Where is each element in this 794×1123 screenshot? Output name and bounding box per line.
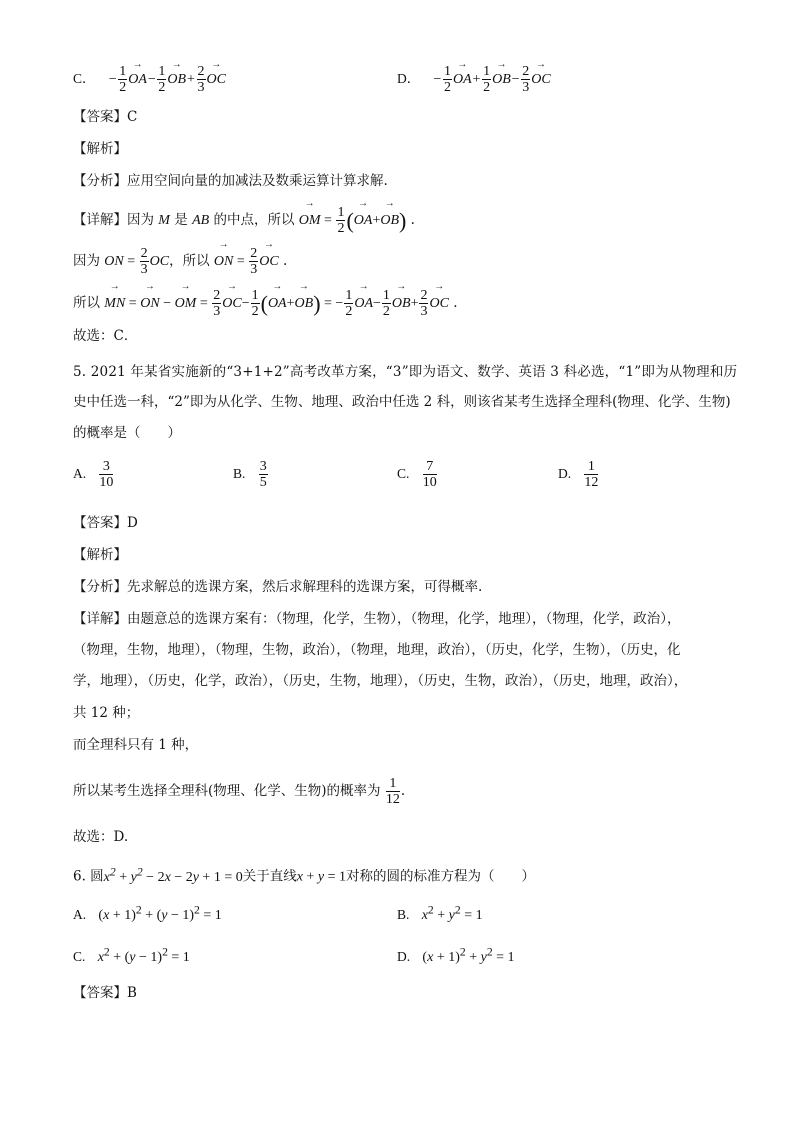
q5-conclusion: 故选：D. bbox=[73, 829, 129, 845]
option-fraction bbox=[584, 459, 598, 490]
math-line-equation: x + y = 1 bbox=[296, 869, 346, 885]
q4-conclusion: 故选：C． bbox=[73, 328, 138, 344]
math-on-vector-expression: → ON = $\frac{2}{3}$ → OC bbox=[214, 254, 279, 269]
answer-tag: 【答案】 bbox=[73, 515, 127, 531]
option-label: D. bbox=[558, 466, 572, 481]
q4-option-d bbox=[397, 64, 551, 95]
fenxi-tag: 【分析】 bbox=[73, 173, 127, 189]
xiangjie-tag: 【详解】 bbox=[73, 611, 127, 627]
q5-fenxi bbox=[73, 577, 482, 597]
q5-detail-line3: 学，地理），（历史，化学，政治），（历史，生物，地理），（历史，生物，政治），（历史，地理，政治）， bbox=[73, 673, 688, 689]
math-om-expression: → OM = $\frac{1}{2}$ (→ OA+→ OB) bbox=[299, 213, 407, 228]
option-expression: $x^2 + (y - 1)^2 = 1$ bbox=[97, 945, 190, 965]
q5-detail-line4: 共 12 种； bbox=[73, 705, 140, 721]
math-mn-expression: → MN = → ON − → OM = $\frac{2}{3}$ → OC− $\frac{1}{2}$ (→ OA+→ OB) = − $\frac{1}{2}$ → OA− $\frac{1}{2}$ → OB+ $\frac{2}{3}$ → OC bbox=[104, 296, 449, 311]
answer-tag: 【答案】 bbox=[73, 109, 127, 125]
math-m: M bbox=[158, 213, 170, 228]
q4-answer bbox=[73, 107, 137, 127]
q5-option-c bbox=[397, 459, 438, 490]
detail-text: 因为 bbox=[73, 253, 100, 269]
option-expression: $(x + 1)^2 + y^2 = 1$ bbox=[422, 945, 515, 965]
math-circle-equation: $x^2 + y^2 - 2x - 2y + 1 = 0$ bbox=[103, 865, 243, 885]
detail-text: 因为 bbox=[127, 212, 154, 228]
q5-option-d bbox=[558, 459, 599, 490]
fenxi-tag: 【分析】 bbox=[73, 579, 127, 595]
q4-detail-line2: 因为 ON = $\frac{2}{3}$ OC，所以 → ON = $\frac{2}{3}$ → OC . bbox=[73, 246, 287, 277]
numerator: 3 bbox=[99, 459, 113, 475]
q6-stem bbox=[73, 862, 535, 888]
detail-text: 所以某考生选择全理科(物理、化学、生物)的概率为 bbox=[73, 783, 381, 799]
q5-detail-line5: 而全理科只有 1 种， bbox=[73, 737, 199, 753]
option-expression: $x^2 + y^2 = 1$ bbox=[421, 903, 483, 923]
option-label: D． bbox=[397, 70, 421, 86]
probability-fraction bbox=[386, 776, 400, 807]
answer-value: D bbox=[127, 515, 138, 531]
q6-option-b bbox=[397, 903, 483, 924]
option-label: D. bbox=[397, 948, 411, 964]
option-label: C. bbox=[73, 948, 86, 964]
denominator: 5 bbox=[259, 475, 267, 490]
q5-detail-line1 bbox=[73, 609, 681, 629]
option-label: B. bbox=[397, 906, 410, 922]
numerator: 1 bbox=[584, 459, 598, 475]
q4-option-c bbox=[73, 64, 226, 95]
option-label: A. bbox=[73, 906, 87, 922]
math-on-expression: ON = $\frac{2}{3}$ OC bbox=[104, 246, 170, 278]
q5-option-a bbox=[73, 459, 114, 490]
q4-jiexi: 【解析】 bbox=[73, 141, 127, 157]
q4-fenxi bbox=[73, 171, 388, 191]
option-label: C． bbox=[73, 70, 96, 86]
q5-detail-line6: 所以某考生选择全理科(物理、化学、生物)的概率为 $\frac{1}{12}$ . bbox=[73, 776, 406, 807]
option-expression: − $\frac{1}{2}$ → OA− $\frac{1}{2}$ → OB+ $\frac{2}{3}$ → OC bbox=[108, 72, 226, 87]
denominator: 10 bbox=[422, 475, 437, 490]
q4-detail-line3: 所以 → MN = → ON − → OM = $\frac{2}{3}$ → OC− $\frac{1}{2}$ (→ OA+→ OB) = − $\frac{1}{2}$ → OA− $\frac{1}{2}$ → OB+ $\frac{2}{3}$ → OC . bbox=[73, 288, 458, 319]
detail-text: ，所以 bbox=[169, 253, 210, 269]
denominator: 12 bbox=[385, 792, 400, 807]
numerator: 1 bbox=[386, 776, 400, 792]
detail-text: 所以 bbox=[73, 295, 100, 311]
option-fraction bbox=[423, 459, 437, 490]
option-expression: − $\frac{1}{2}$ → OA+ $\frac{1}{2}$ → OB− $\frac{2}{3}$ → OC bbox=[433, 72, 551, 87]
q5-jiexi: 【解析】 bbox=[73, 547, 127, 563]
q5-option-b bbox=[233, 459, 269, 490]
option-fraction bbox=[99, 459, 113, 490]
option-fraction bbox=[259, 459, 268, 490]
q5-stem-line2: 史中任选一科，“2”即为从化学、生物、地理、政治中任选 2 科，则该省某考生选择全理科(物理、化学、生物) bbox=[73, 394, 731, 410]
detail-text: 对称的圆的标准方程为（ ） bbox=[345, 868, 535, 885]
option-expression: $(x + 1)^2 + (y - 1)^2 = 1$ bbox=[98, 903, 222, 923]
denominator: 12 bbox=[584, 475, 599, 490]
denominator: 10 bbox=[99, 475, 114, 490]
q6-option-d bbox=[397, 945, 515, 966]
q6-option-c bbox=[73, 945, 190, 966]
fenxi-text: 先求解总的选课方案，然后求解理科的选课方案，可得概率. bbox=[127, 579, 483, 595]
q6-answer bbox=[73, 983, 137, 1003]
answer-tag: 【答案】 bbox=[73, 985, 127, 1001]
numerator: 7 bbox=[423, 459, 437, 475]
q6-prefix: 6. 圆 bbox=[73, 868, 104, 885]
option-label: B. bbox=[233, 466, 246, 481]
q5-stem-line3: 的概率是（ ） bbox=[73, 425, 181, 441]
math-ab: AB bbox=[192, 213, 210, 228]
option-label: A. bbox=[73, 466, 87, 481]
q4-detail-line1: 【详解】因为 M 是 AB 的中点，所以 → OM = $\frac{1}{2}$ (→ OA+→ OB) . bbox=[73, 205, 415, 236]
detail-text: 由题意总的选课方案有：（物理，化学，生物），（物理，化学，地理），（物理，化学，政治）， bbox=[127, 611, 681, 627]
answer-value: C bbox=[127, 109, 138, 125]
answer-value: B bbox=[127, 985, 137, 1001]
q5-detail-line2: （物理，生物，地理），（物理，生物，政治），（物理，地理，政治），（历史，化学，生物），（历史，化 bbox=[73, 642, 681, 658]
option-label: C. bbox=[397, 466, 410, 481]
detail-text: 关于直线 bbox=[242, 868, 297, 885]
q5-stem-line1: 5. 2021 年某省实施新的“3+1+2”高考改革方案，“3”即为语文、数学、英语 3 科必选，“1”即为从物理和历 bbox=[73, 364, 738, 380]
numerator: 3 bbox=[259, 459, 267, 474]
detail-text: 是 bbox=[174, 212, 188, 228]
q6-option-a bbox=[73, 903, 222, 924]
detail-text: 的中点，所以 bbox=[213, 212, 295, 228]
xiangjie-tag: 【详解】 bbox=[73, 212, 127, 228]
fenxi-text: 应用空间向量的加减法及数乘运算计算求解. bbox=[127, 173, 388, 189]
q5-answer bbox=[73, 513, 138, 533]
